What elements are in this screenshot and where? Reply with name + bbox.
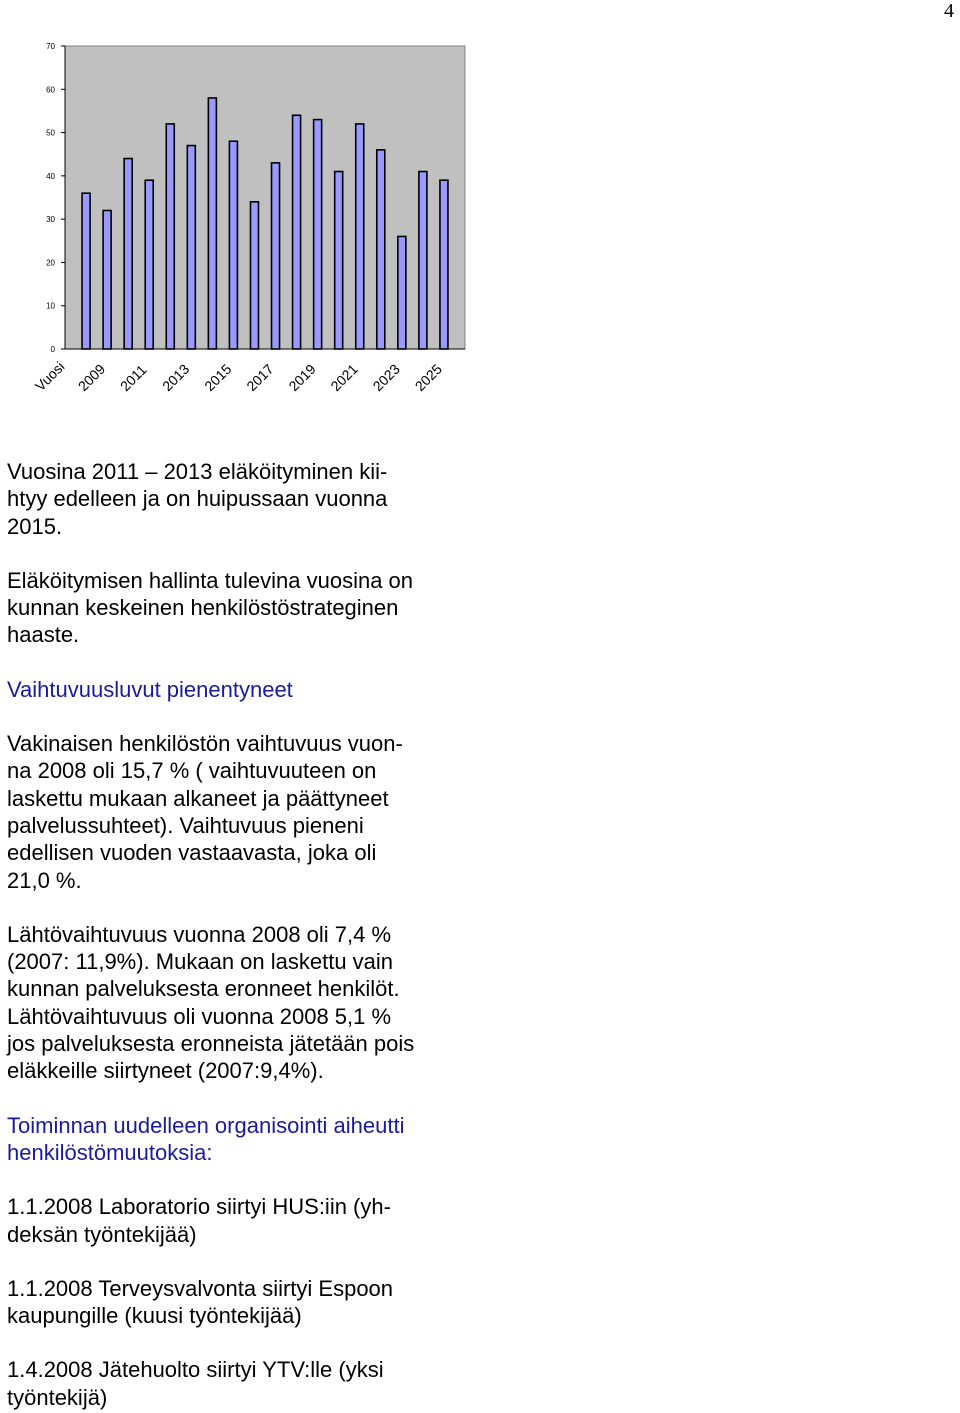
bar-chart-svg — [0, 0, 480, 420]
bar-2017 — [250, 202, 258, 349]
paragraph-turnover: Vakinaisen henkilöstön vaihtuvuus vuon- na 2008 oli 15,7 % ( vaihtuvuuteen on laskettu mukaan alkaneet ja päättyneet palvelussuhteet). Vaihtuvuus pieneni edellisen vuoden vastaavasta, joka oli 21,0 %. — [7, 731, 403, 893]
bar-2020 — [314, 120, 322, 349]
x-tick-label: 2023 — [369, 360, 403, 395]
heading-reorganization: Toiminnan uudelleen organisointi aiheutti henkilöstömuutoksia: — [7, 1112, 405, 1165]
y-tick-label: 70 — [46, 42, 55, 51]
x-tick-label: 2013 — [159, 360, 193, 395]
bar-2010 — [103, 210, 111, 349]
heading-turnover: Vaihtuvuusluvut pienentyneet — [7, 676, 293, 702]
y-tick-label: 20 — [46, 258, 55, 268]
paragraph-retirement-challenge: Eläköitymisen hallinta tulevina vuosina on kunnan keskeinen henkilöstöstrateginen haaste. — [7, 567, 414, 648]
x-tick-label: 2011 — [116, 361, 150, 395]
bar-2022 — [356, 124, 364, 349]
y-tick-label: 0 — [50, 345, 55, 354]
x-tick-label: 2025 — [411, 360, 446, 395]
paragraph-retirement-peak: Vuosina 2011 – 2013 eläköityminen kii- htyy edelleen ja on huipussaan vuonna 2015. — [7, 459, 388, 539]
body-text — [7, 458, 467, 1411]
bar-2023 — [377, 150, 385, 349]
bar-2009 — [82, 193, 90, 349]
bar-2021 — [335, 172, 343, 349]
y-tick-label: 40 — [46, 171, 55, 181]
paragraph-laboratory: 1.1.2008 Laboratorio siirtyi HUS:iin (yh- deksän työntekijää) — [7, 1194, 391, 1247]
bar-2015 — [208, 98, 216, 349]
y-tick-label: 60 — [46, 85, 55, 95]
paragraph-waste-management: 1.4.2008 Jätehuolto siirtyi YTV:lle (yksi työntekijä) — [7, 1357, 384, 1410]
bar-2012 — [145, 180, 153, 349]
bar-2019 — [293, 115, 301, 349]
x-tick-label: 2021 — [327, 360, 361, 395]
x-tick-label: 2017 — [243, 360, 277, 395]
x-tick-label: 2019 — [285, 360, 319, 395]
bar-2016 — [229, 141, 237, 349]
page-number: 4 — [944, 0, 954, 22]
x-tick-label: 2015 — [201, 360, 235, 395]
bar-2011 — [124, 159, 132, 349]
bar-2013 — [166, 124, 174, 349]
y-tick-label: 10 — [46, 301, 55, 311]
y-tick-label: 50 — [46, 128, 55, 138]
bar-2026 — [440, 180, 448, 349]
paragraph-departure-turnover: Lähtövaihtuvuus vuonna 2008 oli 7,4 % (2007: 11,9%). Mukaan on laskettu vain kunnan palveluksesta eronneet henkilöt. Lähtövaihtuvuus oli vuonna 2008 5,1 % jos palveluksesta eronneista jätetään pois eläkkeille siirtyneet (2007:9,4%). — [7, 921, 415, 1084]
retirement-chart — [0, 0, 480, 420]
bar-2024 — [398, 236, 406, 349]
bar-2025 — [419, 172, 427, 349]
bar-2014 — [187, 146, 195, 349]
x-tick-label: 2009 — [74, 360, 109, 395]
paragraph-health-inspection: 1.1.2008 Terveysvalvonta siirtyi Espoon kaupungille (kuusi työntekijää) — [7, 1275, 394, 1329]
y-tick-label: 30 — [46, 215, 55, 225]
bar-2018 — [272, 163, 280, 349]
x-tick-label: Vuosi — [31, 358, 68, 395]
